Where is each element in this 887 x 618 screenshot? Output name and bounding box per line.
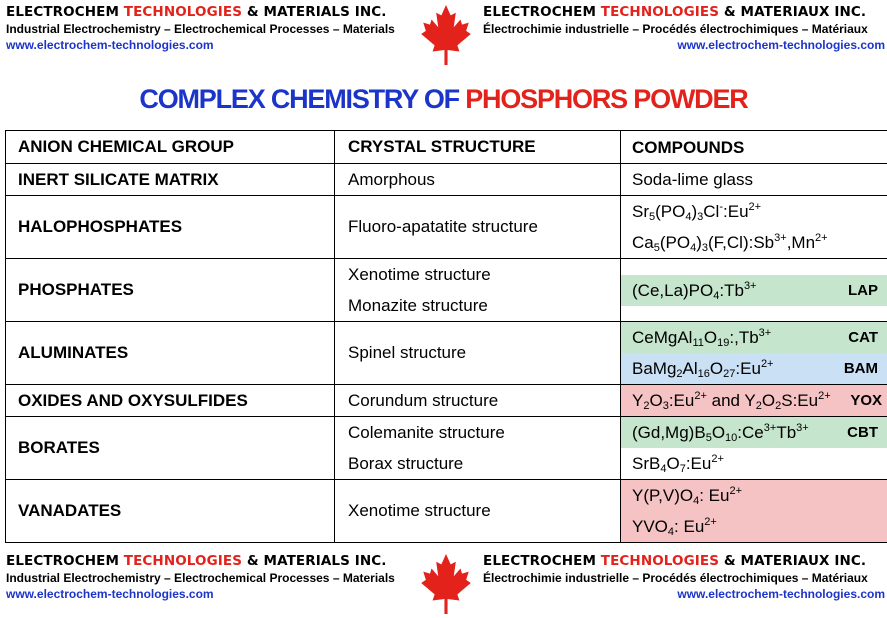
subtitle-fr: Électrochimie industrielle – Procédés électrochimiques – Matériaux — [483, 571, 868, 585]
compound: $SrB_4O_7:Eu^{2+}$ — [632, 453, 724, 475]
compound: Soda-lime glass — [632, 170, 753, 189]
table-row — [6, 164, 887, 196]
table-row — [6, 480, 887, 543]
compound: $Sr_5(PO_4)_3Cl^-:Eu^{2+}$ — [632, 201, 762, 223]
top-header — [0, 4, 887, 66]
company-name-en: ELECTROCHEM TECHNOLOGIES & MATERIALS INC. — [6, 553, 387, 569]
table-row — [6, 196, 887, 259]
website-link[interactable]: www.electrochem-technologies.com — [677, 587, 885, 601]
group-cell: INERT SILICATE MATRIX — [6, 164, 335, 196]
table-row — [6, 322, 887, 385]
subtitle-en: Industrial Electrochemistry – Electrochemical Processes – Materials — [6, 571, 395, 585]
header-french — [483, 4, 887, 53]
page-title: COMPLEX CHEMISTRY OF PHOSPHORS POWDER — [139, 84, 748, 114]
compound: $(Ce,La)PO_4:Tb^{3+}$ LAP — [621, 275, 887, 306]
header-english — [6, 4, 395, 53]
compound: $YVO_4$: $Eu^{2+}$ — [621, 511, 887, 542]
company-name-fr: ELECTROCHEM TECHNOLOGIES & MATERIAUX INC. — [483, 4, 867, 20]
table-row — [6, 259, 887, 322]
phosphors-table — [5, 130, 887, 543]
footer-french — [483, 553, 887, 602]
compound: $Ca_5(PO_4)_3(F,Cl):Sb^{3+},Mn^{2+}$ — [632, 232, 828, 254]
header-cell: CRYSTAL STRUCTURE — [335, 131, 621, 164]
website-link[interactable]: www.electrochem-technologies.com — [6, 587, 214, 601]
group-cell: VANADATES — [6, 480, 335, 543]
subtitle-en: Industrial Electrochemistry – Electrochemical Processes – Materials — [6, 22, 395, 36]
compound: $BaMg_2Al_{16}O_{27}:Eu^{2+}$ BAM — [621, 353, 887, 384]
structure-cell: Amorphous — [335, 164, 621, 196]
maple-leaf-icon — [420, 553, 472, 615]
abbreviation: YOX — [850, 392, 882, 409]
structure-cell: Spinel structure — [335, 322, 621, 385]
group-cell: BORATES — [6, 417, 335, 480]
compound: $CeMgAl_{11}O_{19}:,Tb^{3+}$ CAT — [621, 322, 887, 353]
header-cell: ANION CHEMICAL GROUP — [6, 131, 335, 164]
company-name-fr: ELECTROCHEM TECHNOLOGIES & MATERIAUX INC. — [483, 553, 867, 569]
abbreviation: BAM — [843, 360, 878, 377]
compound-cell — [621, 259, 887, 322]
company-name-en: ELECTROCHEM TECHNOLOGIES & MATERIALS INC. — [6, 4, 387, 20]
website-link[interactable]: www.electrochem-technologies.com — [6, 38, 214, 52]
abbreviation: CBT — [847, 424, 878, 441]
compound: $Y(P,V)O_4$: $Eu^{2+}$ — [621, 480, 887, 511]
compound-cell — [621, 480, 887, 543]
group-cell: ALUMINATES — [6, 322, 335, 385]
maple-leaf-icon — [420, 4, 472, 66]
structure-cell: Xenotime structure — [335, 480, 621, 543]
website-link[interactable]: www.electrochem-technologies.com — [677, 38, 885, 52]
group-cell: PHOSPHATES — [6, 259, 335, 322]
compound-cell — [621, 196, 887, 259]
abbreviation: LAP — [848, 281, 878, 299]
abbreviation: CAT — [848, 329, 878, 346]
table-row — [6, 417, 887, 480]
structure-cell: Fluoro-apatatite structure — [335, 196, 621, 259]
compound-cell — [621, 322, 887, 385]
subtitle-fr: Électrochimie industrielle – Procédés électrochimiques – Matériaux — [483, 22, 868, 36]
structure-cell: Xenotime structure Monazite structure — [335, 259, 621, 322]
compound: $(Gd,Mg)B_5O_{10}:Ce^{3+}Tb^{3+}$ CBT — [621, 417, 887, 448]
bottom-header — [0, 553, 887, 615]
structure-cell: Colemanite structure Borax structure — [335, 417, 621, 480]
footer-english — [6, 553, 395, 602]
group-cell: HALOPHOSPHATES — [6, 196, 335, 259]
compound-cell — [621, 164, 887, 196]
structure-cell: Corundum structure — [335, 385, 621, 417]
group-cell: OXIDES AND OXYSULFIDES — [6, 385, 335, 417]
compound: $Y_2O_3:Eu^{2+}$ and $Y_2O_2S:Eu^{2+}$ YOX — [621, 385, 887, 416]
compound-cell — [621, 385, 887, 417]
table-header-row — [6, 131, 887, 164]
table-row — [6, 385, 887, 417]
compound-cell — [621, 417, 887, 480]
header-cell: COMPOUNDS — [621, 131, 887, 164]
